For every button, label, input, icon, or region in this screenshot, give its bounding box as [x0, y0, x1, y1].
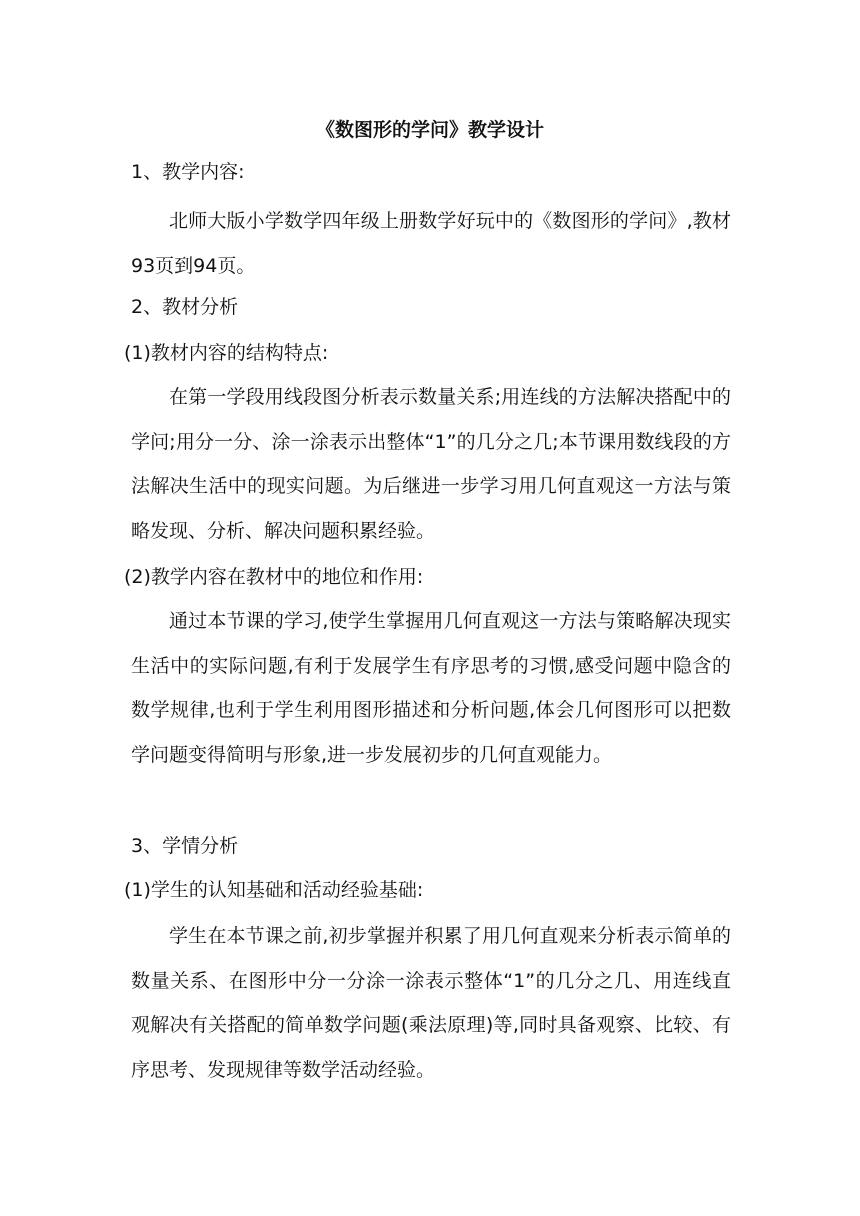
section-2-heading: 2、教材分析 [131, 296, 239, 318]
section-2-1-heading: (1)教材内容的结构特点: [124, 342, 329, 364]
section-3-heading: 3、学情分析 [131, 835, 239, 857]
section-3-1-paragraph: 学生在本节课之前,初步掌握并积累了用几何直观来分析表示简单的数量关系、在图形中分一分涂一涂表示整体“1”的几分之几、用连线直观解决有关搭配的简单数学问题(乘法原理)等,同时具备观察、比较、有序思考、发现规律等数学活动经验。 [131, 925, 731, 1081]
section-1-heading: 1、教学内容: [131, 161, 245, 183]
section-1-paragraph: 北师大版小学数学四年级上册数学好玩中的《数图形的学问》,教材93页到94页。 [131, 210, 731, 277]
document-title: 《数图形的学问》教学设计 [315, 119, 544, 141]
section-2-2-paragraph: 通过本节课的学习,使学生掌握用几何直观这一方法与策略解决现实生活中的实际问题,有利于发展学生有序思考的习惯,感受问题中隐含的数学规律,也利于学生利用图形描述和分析问题,体会几何图形可以把数学问题变得简明与形象,进一步发展初步的几何直观能力。 [131, 610, 731, 766]
section-2-1-paragraph: 在第一学段用线段图分析表示数量关系;用连线的方法解决搭配中的学问;用分一分、涂一涂表示出整体“1”的几分之几;本节课用数线段的方法解决生活中的现实问题。为后继进一步学习用几何直观这一方法与策略发现、分析、解决问题积累经验。 [131, 386, 731, 542]
section-3-1-heading: (1)学生的认知基础和活动经验基础: [124, 879, 424, 901]
section-2-2-heading: (2)教学内容在教材中的地位和作用: [124, 566, 424, 588]
